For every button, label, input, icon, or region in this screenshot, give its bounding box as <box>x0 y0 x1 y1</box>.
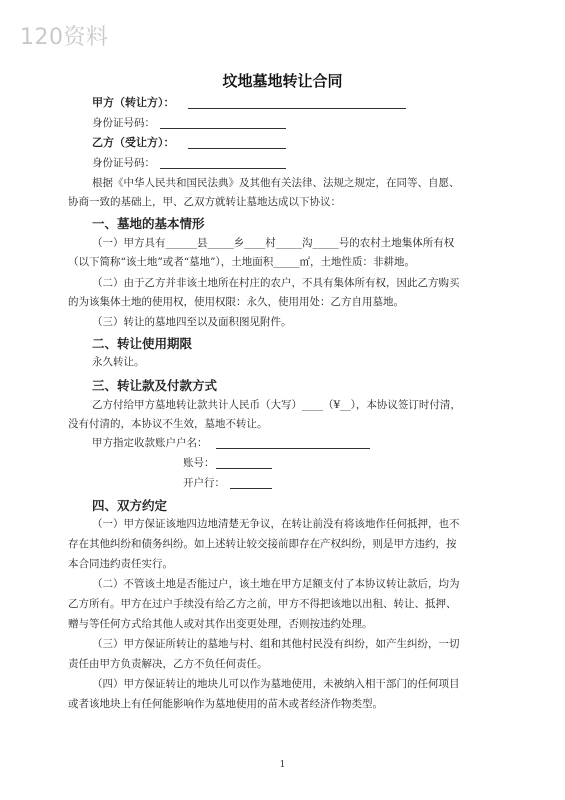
intro-line-2: 协商一致的基础上，甲、乙双方就转让墓地达成以下协议： <box>68 196 341 208</box>
section-4-p2-line-1: （二）不管该土地是否能过户，该土地在甲方足额支付了本协议转让款后，均为 <box>92 578 460 590</box>
bank-blank <box>230 488 272 489</box>
party-a-id-blank <box>160 128 286 129</box>
account-name-blank <box>216 448 370 449</box>
section-4-p1-line-2: 存在其他纠纷和债务纠纷。如上述转让较交接前即存在产权纠纷，则是甲方违约，按 <box>68 538 457 550</box>
section-1-p2-line-2: 的为该集体土地的使用权，使用权限：永久，使用用处：乙方自用墓地。 <box>68 296 404 308</box>
section-4-p4-line-2: 或者该地块上有任何能影响作为墓地使用的苗木或者经济作物类型。 <box>68 698 383 710</box>
section-4-p3-line-2: 责任由甲方负责解决，乙方不负任何责任。 <box>68 658 268 670</box>
party-a-label: 甲方（转让方）： <box>92 96 175 109</box>
watermark: 120资料 <box>20 25 109 50</box>
party-b-label: 乙方（受让方）： <box>92 136 175 149</box>
section-3-p1-line-2: 没有付清的，本协议不生效，墓地不转让。 <box>68 418 268 430</box>
section-1-p1-line-2: （以下简称“该土地”或者“墓地”），土地面积_____㎡，土地性质：非耕地。 <box>68 256 415 268</box>
section-4-p4-line-1: （四）甲方保证转让的地块儿可以作为墓地使用，未被纳入相干部门的任何项目 <box>92 678 460 690</box>
bank-label: 开户行： <box>183 477 225 489</box>
party-b-id-blank <box>160 168 286 169</box>
section-4-p2-line-2: 乙方所有。甲方在过户手续没有给乙方之前，甲方不得把该地以出租、转让、抵押、 <box>68 598 457 610</box>
section-1-heading: 一、墓地的基本情形 <box>92 216 205 231</box>
section-1-p1-line-1: （一）甲方具有______县_____乡____村_____沟_____号的农村土地集体所有权 <box>92 237 455 249</box>
section-2-p1: 永久转让。 <box>92 356 145 368</box>
party-a-blank <box>188 108 406 109</box>
section-4-p2-line-3: 赠与等任何方式给其他人或对其作出变更处理，否则按违约处理。 <box>68 618 373 630</box>
account-number-label: 账号： <box>183 457 215 469</box>
page-number: 1 <box>279 760 286 770</box>
party-a-id-label: 身份证号码： <box>92 117 155 129</box>
section-4-p1-line-3: 本合同违约责任实行。 <box>68 558 173 570</box>
party-b-blank <box>188 148 286 149</box>
section-4-heading: 四、双方约定 <box>92 498 168 513</box>
section-3-p1-line-1: 乙方付给甲方墓地转让款共计人民币（大写）____（¥__），本协议签订时付清， <box>92 399 461 411</box>
section-4-p1-line-1: （一）甲方保证该地四边地清楚无争议，在转让前没有将该地作任何抵押，也不 <box>92 518 460 530</box>
section-4-p3-line-1: （三）甲方保证所转让的墓地与村、组和其他村民没有纠纷，如产生纠纷，一切 <box>92 638 460 650</box>
section-1-p2-line-1: （二）由于乙方并非该土地所在村庄的农户，不具有集体所有权，因此乙方购买 <box>92 277 460 289</box>
section-3-heading: 三、转让款及付款方式 <box>92 378 218 393</box>
party-b-id-label: 身份证号码： <box>92 157 155 169</box>
intro-line-1: 根据《中华人民共和国民法典》及其他有关法律、法规之规定，在同等、自愿、 <box>92 177 460 189</box>
account-name-label: 甲方指定收款账户户名： <box>92 437 208 449</box>
page-title: 坟地墓地转让合同 <box>222 72 343 90</box>
section-1-p3: （三）转让的墓地四至以及面积图见附件。 <box>92 316 292 328</box>
account-number-blank <box>216 468 272 469</box>
section-2-heading: 二、转让使用期限 <box>92 336 193 351</box>
